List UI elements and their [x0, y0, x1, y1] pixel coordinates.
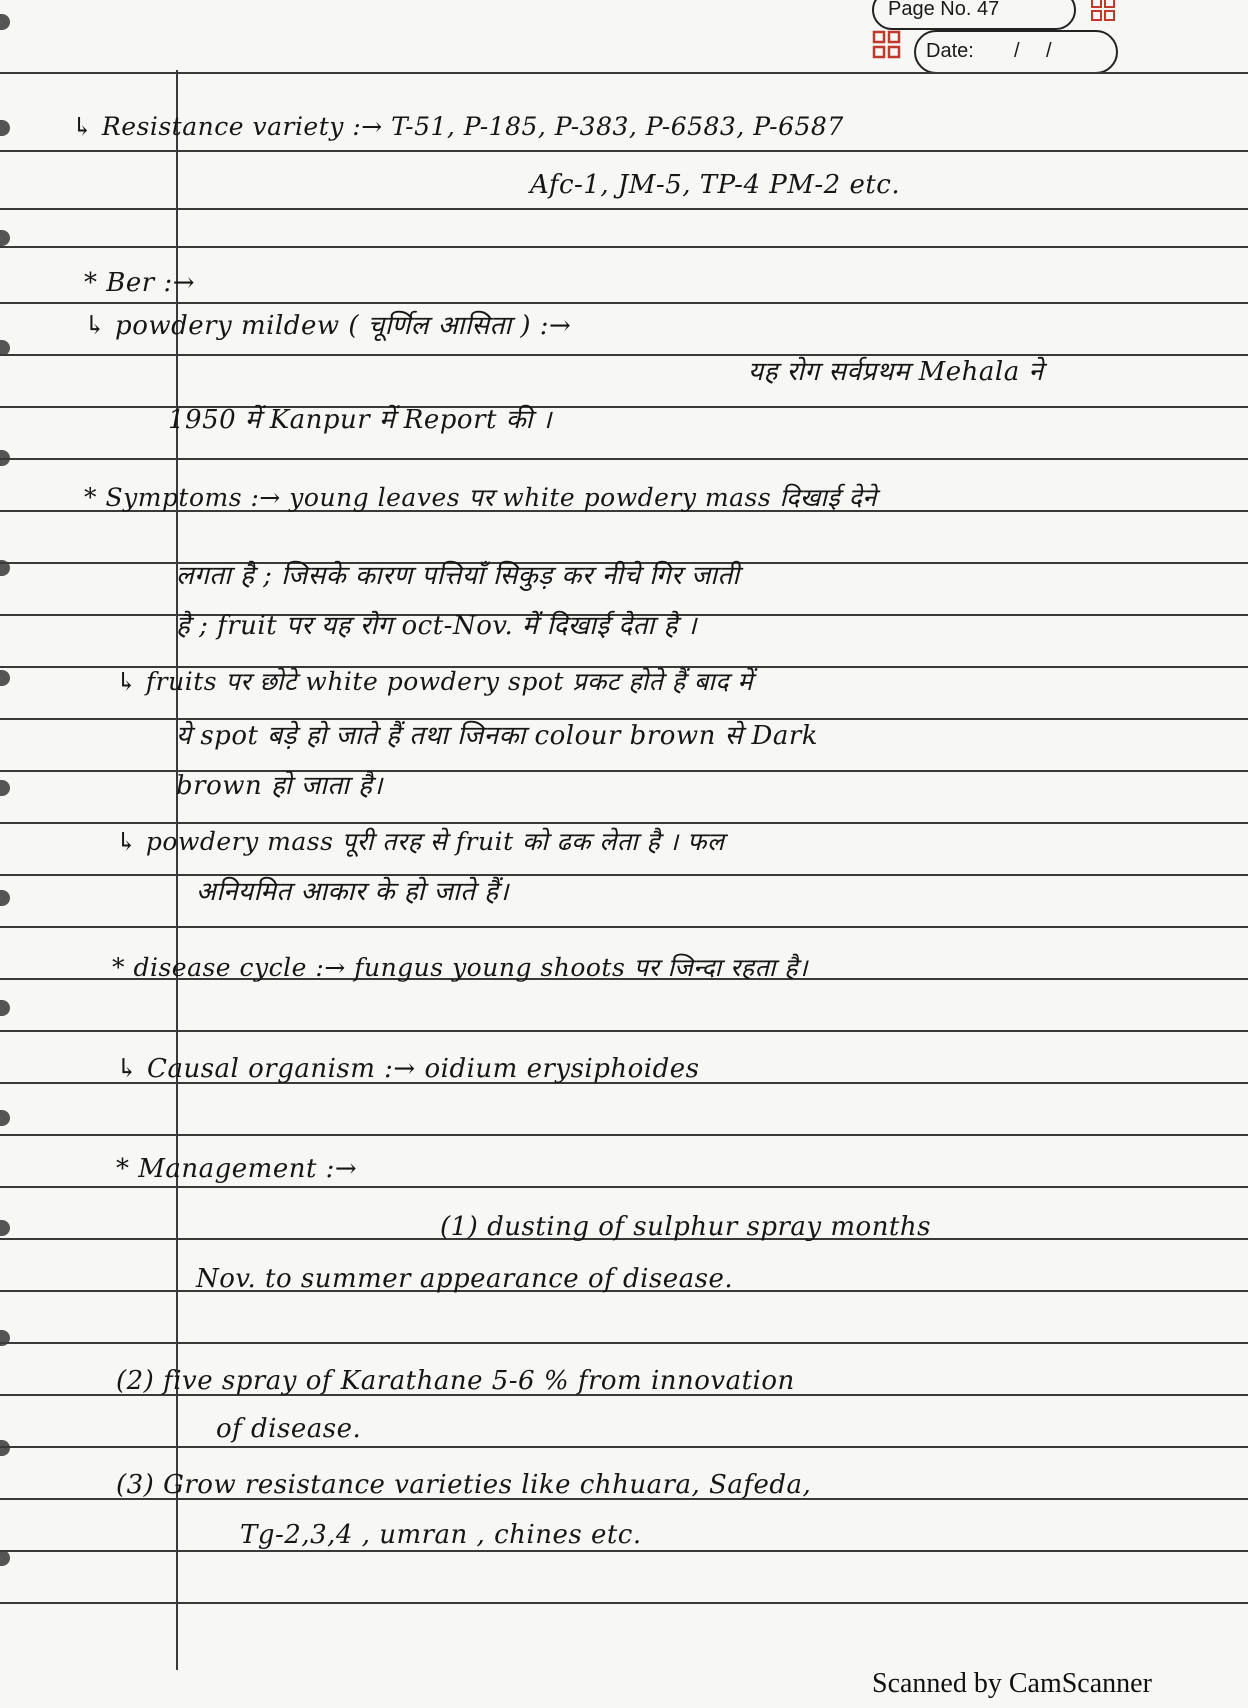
date-label: Date: — [926, 40, 974, 62]
binder-ring — [0, 1000, 10, 1016]
scanner-watermark: Scanned by CamScanner — [872, 1668, 1152, 1699]
note-line: ↳ powdery mildew ( चूर्णिल आसिता ) :→ — [84, 311, 572, 341]
note-line: Tg-2,3,4 , umran , chines etc. — [240, 1520, 642, 1550]
date-box — [914, 30, 1118, 74]
page-number-box — [872, 0, 1076, 30]
note-line: ↳ Causal organism :→ oidium erysiphoides — [116, 1054, 700, 1084]
note-line: ↳ Resistance variety :→ T-51, P-185, P-383, P-6583, P-6587 — [72, 112, 844, 141]
ruled-line — [0, 1550, 1248, 1552]
note-line: 1950 में Kanpur में Report की । — [168, 405, 553, 435]
note-line: * Symptoms :→ young leaves पर white powdery mass दिखाई देने — [84, 483, 877, 512]
ruled-line — [0, 302, 1248, 304]
binder-ring — [0, 890, 10, 906]
note-line: (1) dusting of sulphur spray months — [440, 1212, 931, 1242]
note-line: Nov. to summer appearance of disease. — [196, 1264, 734, 1294]
note-line: अनियमित आकार के हो जाते हैं। — [196, 877, 509, 907]
ruled-line — [0, 246, 1248, 248]
note-line: लगता है ; जिसके कारण पत्तियाँ सिकुड़ कर नीचे गिर जाती — [176, 561, 740, 591]
note-line: यह रोग सर्वप्रथम Mehala ने — [748, 357, 1044, 387]
page-number-label: Page No. 47 — [888, 0, 1000, 20]
ruled-line — [0, 874, 1248, 876]
note-line: Afc-1, JM-5, TP-4 PM-2 etc. — [530, 170, 901, 200]
date-separator: / — [1046, 40, 1052, 62]
ruled-line — [0, 1134, 1248, 1136]
binder-ring — [0, 230, 10, 246]
binder-ring — [0, 120, 10, 136]
ruled-line — [0, 1342, 1248, 1344]
binder-ring — [0, 670, 10, 686]
notebook-brand-icon — [1090, 0, 1116, 22]
note-line: * Ber :→ — [84, 268, 195, 298]
note-line: of disease. — [216, 1414, 362, 1444]
notebook-brand-icon — [872, 30, 902, 60]
note-line: brown हो जाता है। — [176, 771, 383, 801]
ruled-line — [0, 1446, 1248, 1448]
binder-ring — [0, 780, 10, 796]
note-line: * Management :→ — [116, 1154, 358, 1184]
ruled-line — [0, 150, 1248, 152]
ruled-line — [0, 1602, 1248, 1604]
ruled-line — [0, 1186, 1248, 1188]
binder-ring — [0, 1440, 10, 1456]
binder-ring — [0, 1220, 10, 1236]
ruled-line — [0, 354, 1248, 356]
binder-ring — [0, 1110, 10, 1126]
date-separator: / — [1014, 40, 1020, 62]
note-line: ↳ fruits पर छोटे white powdery spot प्रकट होते हैं बाद में — [116, 667, 753, 696]
binder-ring — [0, 1550, 10, 1566]
binder-ring — [0, 14, 10, 30]
note-line: * disease cycle :→ fungus young shoots पर जिन्दा रहता है। — [112, 953, 808, 982]
ruled-line — [0, 208, 1248, 210]
note-line: (3) Grow resistance varieties like chhuara, Safeda, — [116, 1470, 812, 1500]
note-line: है ; fruit पर यह रोग oct-Nov. में दिखाई देता है । — [176, 611, 697, 641]
note-line: ↳ powdery mass पूरी तरह से fruit को ढक लेता है । फल — [116, 827, 725, 856]
note-line: (2) five spray of Karathane 5-6 % from innovation — [116, 1366, 795, 1396]
ruled-line — [0, 1030, 1248, 1032]
ruled-line — [0, 72, 1248, 74]
ruled-line — [0, 458, 1248, 460]
ruled-line — [0, 926, 1248, 928]
note-line: ये spot बड़े हो जाते हैं तथा जिनका colour brown से Dark — [176, 721, 819, 751]
